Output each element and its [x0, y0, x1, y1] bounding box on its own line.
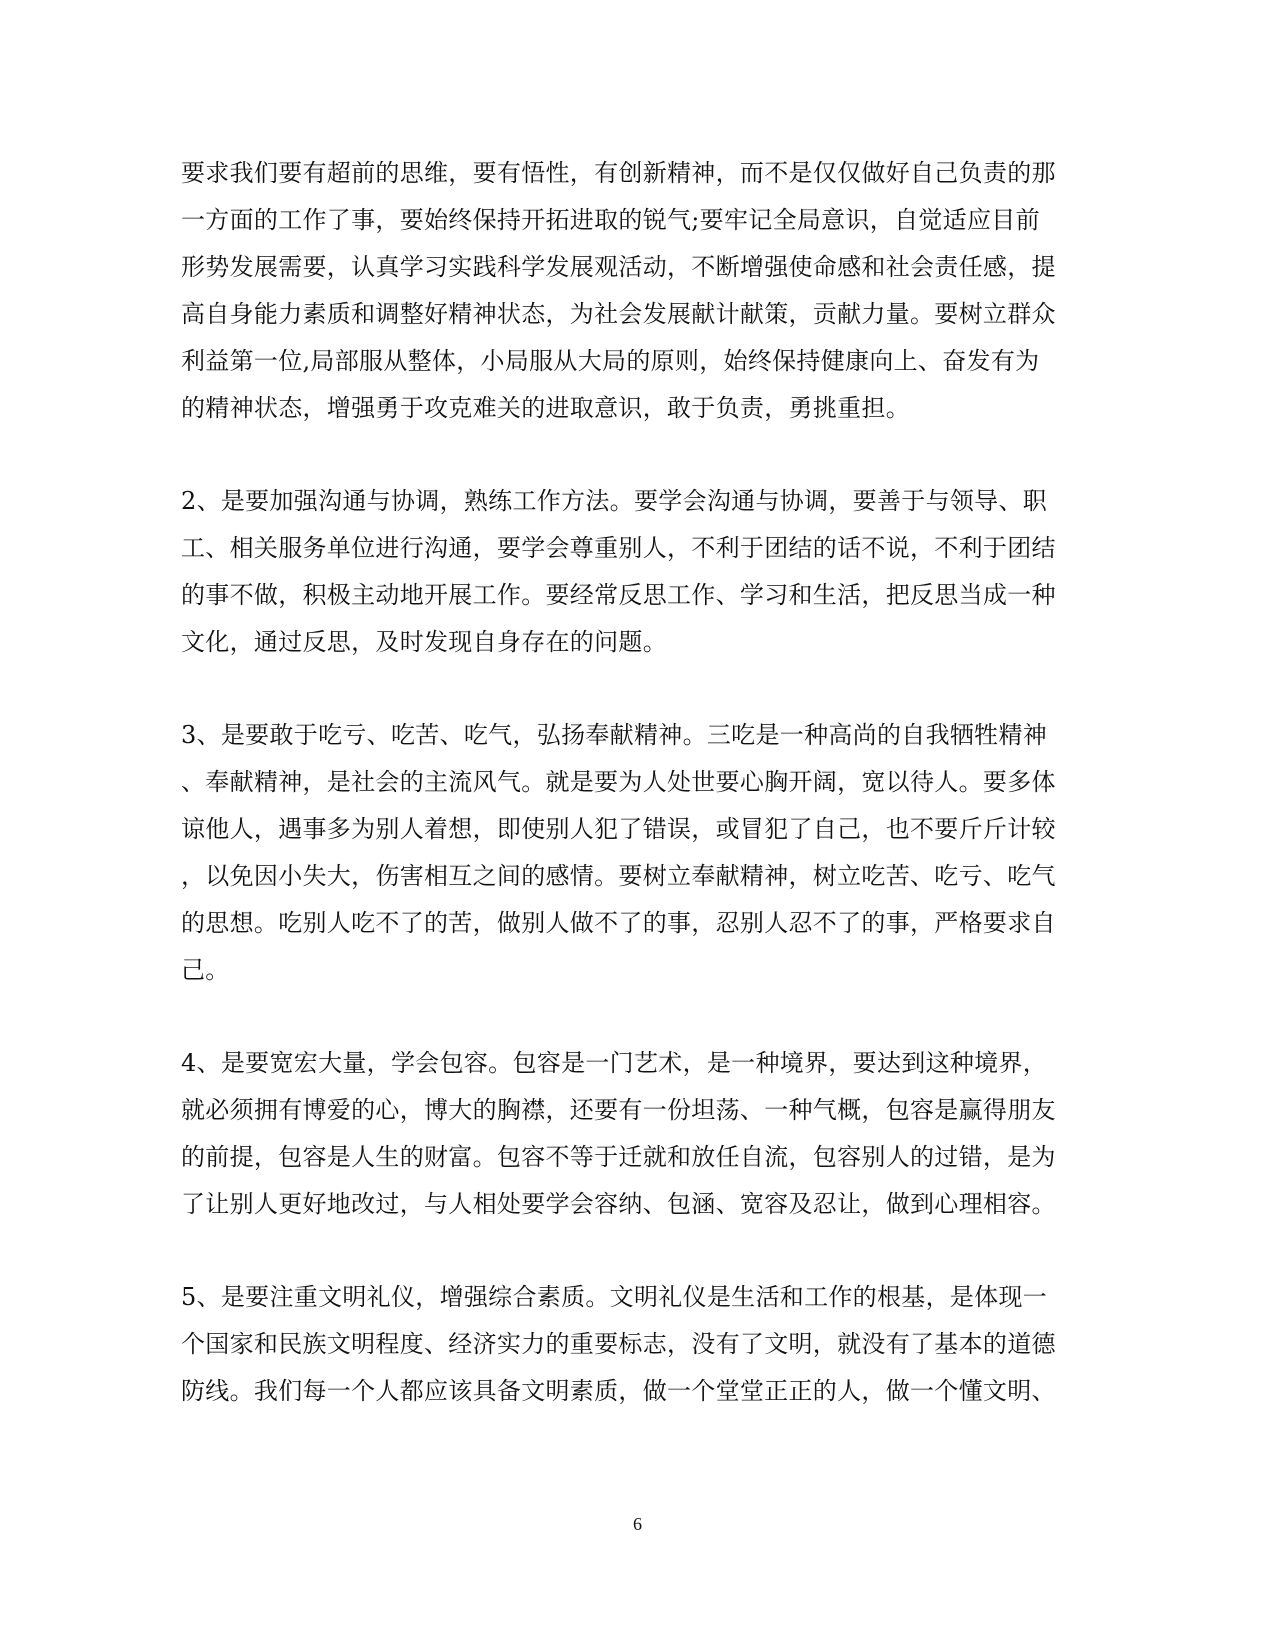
text-line: 谅他人，遇事多为别人着想，即使别人犯了错误，或冒犯了自己，也不要斤斤计较	[181, 815, 1056, 843]
text-line: 高自身能力素质和调整好精神状态，为社会发展献计献策，贡献力量。要树立群众	[181, 300, 1056, 328]
paragraph-1	[181, 150, 1101, 432]
text-line: 2、是要加强沟通与协调，熟练工作方法。要学会沟通与协调，要善于与领导、职	[181, 487, 1048, 515]
text-line: 了让别人更好地改过，与人相处要学会容纳、包涵、宽容及忍让，做到心理相容。	[181, 1190, 1056, 1218]
text-line: 己。	[181, 956, 230, 984]
text-line: 要求我们要有超前的思维，要有悟性，有创新精神，而不是仅仅做好自己负责的那	[181, 159, 1056, 187]
paragraph-2	[181, 478, 1101, 666]
text-line: 的事不做，积极主动地开展工作。要经常反思工作、学习和生活，把反思当成一种	[181, 581, 1056, 609]
text-line: 工、相关服务单位进行沟通，要学会尊重别人，不利于团结的话不说，不利于团结	[181, 534, 1056, 562]
page-number: 6	[633, 1514, 642, 1534]
text-line: 3、是要敢于吃亏、吃苦、吃气，弘扬奉献精神。三吃是一种高尚的自我牺牲精神	[181, 721, 1048, 749]
text-line: 4、是要宽宏大量，学会包容。包容是一门艺术，是一种境界，要达到这种境界，	[181, 1049, 1048, 1077]
paragraph-5	[181, 1274, 1101, 1415]
text-line: ，以免因小失大，伤害相互之间的感情。要树立奉献精神，树立吃苦、吃亏、吃气	[181, 862, 1056, 890]
paragraph-3	[181, 712, 1101, 994]
text-line: 文化，通过反思，及时发现自身存在的问题。	[181, 628, 667, 656]
text-line: 的思想。吃别人吃不了的苦，做别人做不了的事，忍别人忍不了的事，严格要求自	[181, 909, 1056, 937]
text-line: 一方面的工作了事，要始终保持开拓进取的锐气;要牢记全局意识，自觉适应目前	[181, 206, 1040, 234]
text-line: 就必须拥有博爱的心，博大的胸襟，还要有一份坦荡、一种气概，包容是赢得朋友	[181, 1096, 1056, 1124]
text-line: 、奉献精神，是社会的主流风气。就是要为人处世要心胸开阔，宽以待人。要多体	[181, 768, 1056, 796]
text-line: 形势发展需要，认真学习实践科学发展观活动，不断增强使命感和社会责任感，提	[181, 253, 1056, 281]
text-line: 防线。我们每一个人都应该具备文明素质，做一个堂堂正正的人，做一个懂文明、	[181, 1377, 1056, 1405]
text-line: 5、是要注重文明礼仪，增强综合素质。文明礼仪是生活和工作的根基，是体现一	[181, 1283, 1048, 1311]
text-line: 的精神状态，增强勇于攻克难关的进取意识，敢于负责，勇挑重担。	[181, 394, 910, 422]
document-body	[181, 150, 1101, 1461]
paragraph-4	[181, 1040, 1101, 1228]
text-line: 的前提，包容是人生的财富。包容不等于迁就和放任自流，包容别人的过错，是为	[181, 1143, 1056, 1171]
text-line: 个国家和民族文明程度、经济实力的重要标志，没有了文明，就没有了基本的道德	[181, 1330, 1056, 1358]
text-line: 利益第一位,局部服从整体，小局服从大局的原则，始终保持健康向上、奋发有为	[181, 347, 1040, 375]
